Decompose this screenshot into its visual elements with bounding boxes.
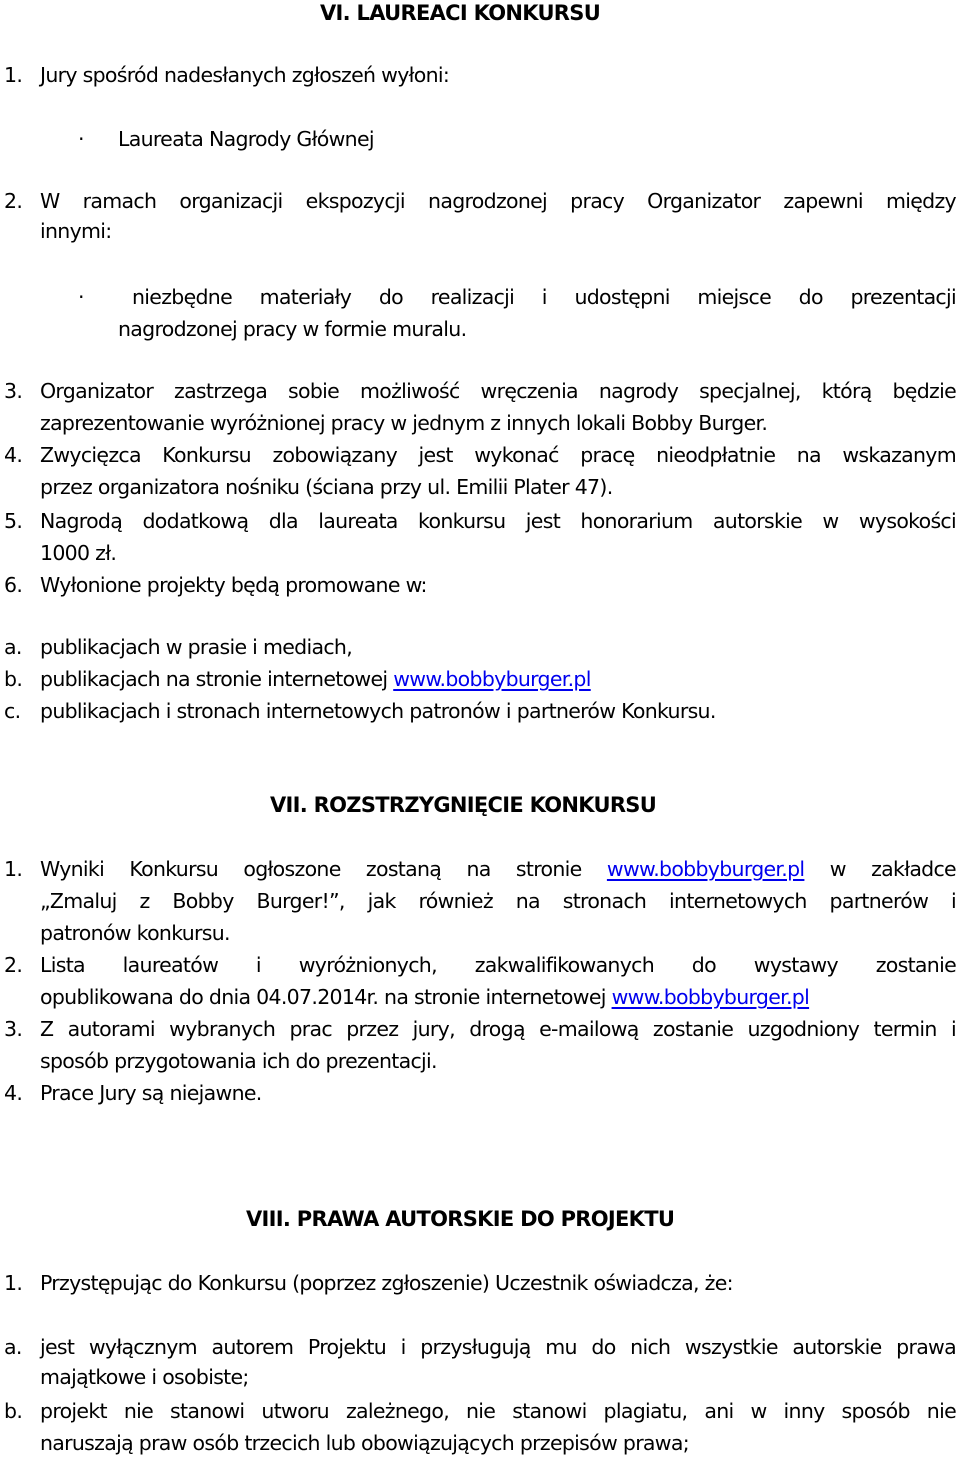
list-item-text: Organizator zastrzega sobie możliwość wręczenia nagrody specjalnej, którą będzie xyxy=(40,379,956,403)
sublist-item-label: publikacjach na stronie internetowej xyxy=(40,667,388,691)
list-number: 5. xyxy=(4,509,23,533)
list-number: 1. xyxy=(4,857,23,881)
list-item-text: Nagrodą dodatkową dla laureata konkursu jest honorarium autorskie w wysokości xyxy=(40,509,956,533)
list-item-text: Jury spośród nadesłanych zgłoszeń wyłoni: xyxy=(40,63,450,87)
list-item-text-continued: innymi: xyxy=(40,219,112,243)
list-number: 1. xyxy=(4,63,23,87)
sublist-letter: a. xyxy=(4,635,22,659)
list-number: 2. xyxy=(4,953,23,977)
bobbyburger-link[interactable]: www.bobbyburger.pl xyxy=(611,985,810,1009)
list-item-text: Lista laureatów i wyróżnionych, zakwalifikowanych do wystawy zostanie xyxy=(40,953,956,977)
bobbyburger-link[interactable]: www.bobbyburger.pl xyxy=(606,857,805,881)
sublist-item-text: projekt nie stanowi utworu zależnego, nie stanowi plagiatu, ani w inny sposób nie xyxy=(40,1399,956,1423)
list-item-label: opublikowana do dnia 04.07.2014r. na stronie internetowej xyxy=(40,985,606,1009)
list-item-text-continued: zaprezentowanie wyróżnionej pracy w jednym z innych lokali Bobby Burger. xyxy=(40,411,768,435)
list-number: 4. xyxy=(4,1081,23,1105)
section-heading-prawa-autorskie: VIII. PRAWA AUTORSKIE DO PROJEKTU xyxy=(246,1207,675,1231)
list-number: 2. xyxy=(4,189,23,213)
bullet-item-text: Laureata Nagrody Głównej xyxy=(118,127,374,151)
sublist-item-text: publikacjach w prasie i mediach, xyxy=(40,635,353,659)
sublist-letter: a. xyxy=(4,1335,22,1359)
sublist-item-text xyxy=(40,666,591,692)
list-number: 6. xyxy=(4,573,23,597)
list-item-label: Wyniki Konkursu ogłoszone zostaną na stronie xyxy=(40,857,582,881)
list-number: 4. xyxy=(4,443,23,467)
sublist-item-text: publikacjach i stronach internetowych patronów i partnerów Konkursu. xyxy=(40,699,716,723)
list-item-text xyxy=(40,856,956,882)
list-item-text: Wyłonione projekty będą promowane w: xyxy=(40,573,427,597)
list-item-label: w zakładce xyxy=(829,857,956,881)
bullet-item-text-continued: nagrodzonej pracy w formie muralu. xyxy=(118,317,467,341)
list-item-text-continued xyxy=(40,984,809,1010)
list-item-text-continued: przez organizatora nośniku (ściana przy ul. Emilii Plater 47). xyxy=(40,475,613,499)
list-item-text: Z autorami wybranych prac przez jury, drogą e-mailową zostanie uzgodniony termin i xyxy=(40,1017,956,1041)
list-item-text: W ramach organizacji ekspozycji nagrodzonej pracy Organizator zapewni między xyxy=(40,189,956,213)
list-number: 1. xyxy=(4,1271,23,1295)
sublist-letter: c. xyxy=(4,699,21,723)
list-item-text: Przystępując do Konkursu (poprzez zgłoszenie) Uczestnik oświadcza, że: xyxy=(40,1271,733,1295)
list-item-text-continued: „Zmaluj z Bobby Burger!”, jak również na stronach internetowych partnerów i xyxy=(40,889,956,913)
bullet-marker: · xyxy=(78,285,84,309)
sublist-letter: b. xyxy=(4,667,23,691)
bullet-marker: · xyxy=(78,127,84,151)
list-item-text-continued: sposób przygotowania ich do prezentacji. xyxy=(40,1049,437,1073)
list-item-text-continued: 1000 zł. xyxy=(40,541,117,565)
bullet-item-text: niezbędne materiały do realizacji i udostępni miejsce do prezentacji xyxy=(132,285,956,309)
sublist-letter: b. xyxy=(4,1399,23,1423)
section-heading-rozstrzygniecie: VII. ROZSTRZYGNIĘCIE KONKURSU xyxy=(270,793,657,817)
sublist-item-text-continued: majątkowe i osobiste; xyxy=(40,1365,249,1389)
list-item-text-continued: patronów konkursu. xyxy=(40,921,230,945)
sublist-item-text-continued: naruszają praw osób trzecich lub obowiązujących przepisów prawa; xyxy=(40,1431,689,1455)
list-number: 3. xyxy=(4,1017,23,1041)
list-number: 3. xyxy=(4,379,23,403)
bobbyburger-link[interactable]: www.bobbyburger.pl xyxy=(393,667,591,691)
list-item-text: Prace Jury są niejawne. xyxy=(40,1081,262,1105)
section-heading-laureaci: VI. LAUREACI KONKURSU xyxy=(320,1,601,25)
sublist-item-text: jest wyłącznym autorem Projektu i przysługują mu do nich wszystkie autorskie prawa xyxy=(40,1335,956,1359)
list-item-text: Zwycięzca Konkursu zobowiązany jest wykonać pracę nieodpłatnie na wskazanym xyxy=(40,443,956,467)
